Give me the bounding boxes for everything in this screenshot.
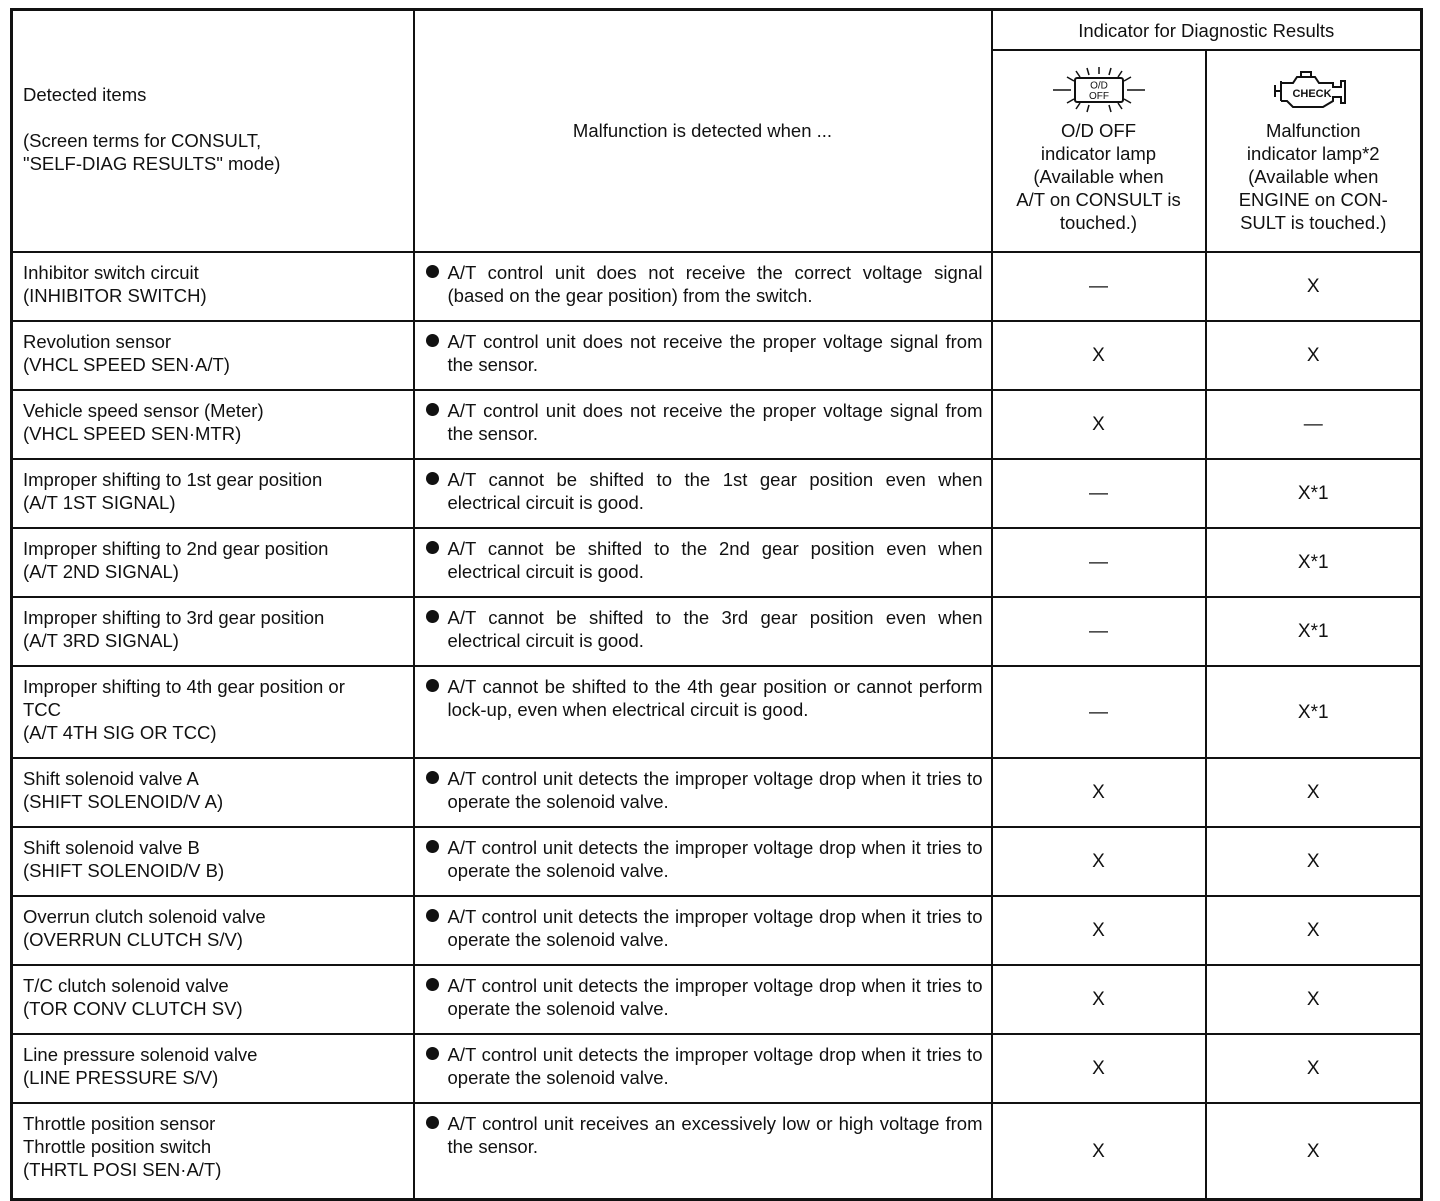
- od-off-mark: —: [992, 459, 1206, 528]
- item-name: Improper shifting to 2nd gear position: [23, 538, 329, 559]
- item-consult-term: (A/T 3RD SIGNAL): [23, 630, 179, 651]
- od-off-mark: X: [992, 321, 1206, 390]
- od-off-mark: —: [992, 528, 1206, 597]
- mil-lamp-line-2: indicator lamp*2: [1246, 143, 1380, 164]
- condition-text: A/T control unit detects the improper voltage drop when it tries to operate the solenoid valve.: [447, 906, 983, 950]
- condition-text: A/T control unit detects the improper voltage drop when it tries to operate the solenoid valve.: [447, 1044, 983, 1088]
- condition-cell: [414, 1103, 992, 1200]
- table-row: [12, 827, 1422, 896]
- item-consult-term: (LINE PRESSURE S/V): [23, 1067, 219, 1088]
- table-row: [12, 1103, 1422, 1200]
- mil-mark: X*1: [1206, 666, 1422, 758]
- bullet-icon: [426, 541, 439, 554]
- od-lamp-line-2: indicator lamp: [1040, 143, 1157, 164]
- mil-lamp-line-3: (Available when: [1248, 166, 1379, 187]
- od-lamp-line-3: (Available when: [1033, 166, 1164, 187]
- od-off-mark: X: [992, 1103, 1206, 1200]
- item-name: Throttle position sensor: [23, 1113, 216, 1134]
- detected-item-cell: [12, 528, 414, 597]
- bullet-icon: [426, 265, 439, 278]
- item-name: Overrun clutch solenoid valve: [23, 906, 266, 927]
- condition-cell: [414, 459, 992, 528]
- condition-cell: [414, 321, 992, 390]
- table-row: [12, 528, 1422, 597]
- check-icon-text: CHECK: [1292, 88, 1332, 100]
- detected-item-cell: [12, 459, 414, 528]
- od-off-lamp-text: [999, 119, 1199, 234]
- condition-cell: [414, 666, 992, 758]
- item-name: Improper shifting to 4th gear position or: [23, 676, 345, 697]
- detected-item-cell: [12, 1103, 414, 1200]
- mil-lamp-line-1: Malfunction: [1265, 120, 1361, 141]
- condition-text: A/T cannot be shifted to the 1st gear position even when electrical circuit is good.: [447, 469, 983, 513]
- item-consult-term: (SHIFT SOLENOID/V A): [23, 791, 224, 812]
- bullet-icon: [426, 978, 439, 991]
- detected-items-subtitle: (Screen terms for CONSULT,: [23, 130, 262, 151]
- item-name: Improper shifting to 3rd gear position: [23, 607, 325, 628]
- bullet-icon: [426, 771, 439, 784]
- detected-item-cell: [12, 758, 414, 827]
- item-consult-term: (A/T 4TH SIG OR TCC): [23, 722, 217, 743]
- od-off-mark: X: [992, 390, 1206, 459]
- bullet-icon: [426, 472, 439, 485]
- bullet-icon: [426, 909, 439, 922]
- condition-cell: [414, 528, 992, 597]
- od-lamp-line-5: touched.): [1059, 212, 1138, 233]
- item-consult-term: (THRTL POSI SEN·A/T): [23, 1159, 222, 1180]
- detected-items-header: [12, 10, 414, 253]
- malfunction-lamp-text: [1213, 119, 1415, 234]
- detected-item-cell: [12, 252, 414, 321]
- table-row: [12, 390, 1422, 459]
- bullet-icon: [426, 403, 439, 416]
- condition-text: A/T control unit detects the improper voltage drop when it tries to operate the solenoid valve.: [447, 975, 983, 1019]
- od-off-mark: X: [992, 965, 1206, 1034]
- detected-item-cell: [12, 321, 414, 390]
- mil-mark: X: [1206, 321, 1422, 390]
- condition-cell: [414, 597, 992, 666]
- item-consult-term: (VHCL SPEED SEN·MTR): [23, 423, 242, 444]
- table-row: [12, 896, 1422, 965]
- item-consult-term: (A/T 1ST SIGNAL): [23, 492, 176, 513]
- mil-mark: X: [1206, 758, 1422, 827]
- condition-text: A/T cannot be shifted to the 2nd gear position even when electrical circuit is good.: [447, 538, 983, 582]
- item-consult-term: (OVERRUN CLUTCH S/V): [23, 929, 243, 950]
- bullet-icon: [426, 679, 439, 692]
- mil-mark: X*1: [1206, 528, 1422, 597]
- item-name: Shift solenoid valve A: [23, 768, 199, 789]
- indicator-group-title: Indicator for Diagnostic Results: [1078, 19, 1335, 41]
- indicator-group-header: [992, 10, 1422, 51]
- condition-cell: [414, 896, 992, 965]
- od-off-mark: —: [992, 666, 1206, 758]
- mil-mark: X: [1206, 896, 1422, 965]
- item-consult-term: (TOR CONV CLUTCH SV): [23, 998, 243, 1019]
- condition-cell: [414, 390, 992, 459]
- malfunction-header: [414, 10, 992, 253]
- od-lamp-line-4: A/T on CONSULT is: [1016, 189, 1181, 210]
- od-icon-text-bottom: OFF: [1088, 91, 1109, 102]
- item-name: Revolution sensor: [23, 331, 172, 352]
- item-consult-term: (INHIBITOR SWITCH): [23, 285, 207, 306]
- detected-items-subtitle-2: "SELF-DIAG RESULTS" mode): [23, 153, 281, 174]
- condition-text: A/T control unit does not receive the proper voltage signal from the sensor.: [447, 400, 983, 444]
- mil-mark: X: [1206, 965, 1422, 1034]
- bullet-icon: [426, 334, 439, 347]
- condition-cell: [414, 827, 992, 896]
- condition-text: A/T cannot be shifted to the 3rd gear position even when electrical circuit is good.: [447, 607, 983, 651]
- condition-cell: [414, 1034, 992, 1103]
- malfunction-lamp-header: [1206, 50, 1422, 252]
- od-off-mark: —: [992, 252, 1206, 321]
- mil-lamp-line-5: SULT is touched.): [1240, 212, 1387, 233]
- mil-mark: X*1: [1206, 459, 1422, 528]
- table-row: [12, 459, 1422, 528]
- item-name: Vehicle speed sensor (Meter): [23, 400, 264, 421]
- detected-item-cell: [12, 597, 414, 666]
- table-row: [12, 321, 1422, 390]
- diagnostic-results-table: [10, 8, 1423, 1201]
- od-icon-text-top: O/D: [1089, 80, 1108, 92]
- detected-item-cell: [12, 1034, 414, 1103]
- bullet-icon: [426, 610, 439, 623]
- item-consult-term: (VHCL SPEED SEN·A/T): [23, 354, 230, 375]
- item-name-secondary: Throttle position switch: [23, 1136, 212, 1157]
- mil-mark: —: [1206, 390, 1422, 459]
- condition-cell: [414, 252, 992, 321]
- item-consult-term: (A/T 2ND SIGNAL): [23, 561, 179, 582]
- item-name: Inhibitor switch circuit: [23, 262, 199, 283]
- condition-cell: [414, 758, 992, 827]
- table-row: [12, 758, 1422, 827]
- table-row: [12, 666, 1422, 758]
- item-consult-term: (SHIFT SOLENOID/V B): [23, 860, 225, 881]
- od-off-mark: —: [992, 597, 1206, 666]
- condition-text: A/T control unit detects the improper voltage drop when it tries to operate the solenoid valve.: [447, 837, 983, 881]
- table-row: [12, 252, 1422, 321]
- mil-mark: X: [1206, 252, 1422, 321]
- bullet-icon: [426, 840, 439, 853]
- od-off-mark: X: [992, 896, 1206, 965]
- item-name: Improper shifting to 1st gear position: [23, 469, 323, 490]
- check-engine-icon: [1213, 61, 1415, 119]
- detected-items-title: Detected items: [23, 84, 147, 105]
- item-name-continued: TCC: [23, 699, 62, 720]
- condition-text: A/T control unit detects the improper voltage drop when it tries to operate the solenoid valve.: [447, 768, 983, 812]
- table-row: [12, 597, 1422, 666]
- od-lamp-line-1: O/D OFF: [1060, 120, 1137, 141]
- od-off-mark: X: [992, 1034, 1206, 1103]
- mil-mark: X: [1206, 1034, 1422, 1103]
- malfunction-header-text: Malfunction is detected when ...: [572, 120, 833, 141]
- condition-cell: [414, 965, 992, 1034]
- item-name: Line pressure solenoid valve: [23, 1044, 258, 1065]
- detected-item-cell: [12, 896, 414, 965]
- od-off-lamp-icon: [999, 61, 1199, 119]
- condition-text: A/T control unit does not receive the correct voltage signal (based on the gear position) from the switch.: [447, 262, 983, 306]
- mil-mark: X: [1206, 827, 1422, 896]
- item-name: T/C clutch solenoid valve: [23, 975, 229, 996]
- bullet-icon: [426, 1047, 439, 1060]
- od-off-mark: X: [992, 827, 1206, 896]
- od-off-lamp-header: [992, 50, 1206, 252]
- item-name: Shift solenoid valve B: [23, 837, 200, 858]
- mil-lamp-line-4: ENGINE on CON-: [1238, 189, 1388, 210]
- table-row: [12, 1034, 1422, 1103]
- condition-text: A/T control unit does not receive the proper voltage signal from the sensor.: [447, 331, 983, 375]
- detected-item-cell: [12, 666, 414, 758]
- bullet-icon: [426, 1116, 439, 1129]
- mil-mark: X: [1206, 1103, 1422, 1200]
- od-off-mark: X: [992, 758, 1206, 827]
- detected-item-cell: [12, 965, 414, 1034]
- condition-text: A/T control unit receives an excessively low or high voltage from the sensor.: [447, 1113, 983, 1157]
- detected-item-cell: [12, 390, 414, 459]
- mil-mark: X*1: [1206, 597, 1422, 666]
- table-row: [12, 965, 1422, 1034]
- detected-item-cell: [12, 827, 414, 896]
- condition-text: A/T cannot be shifted to the 4th gear position or cannot perform lock-up, even when electrical circuit is good.: [447, 676, 983, 720]
